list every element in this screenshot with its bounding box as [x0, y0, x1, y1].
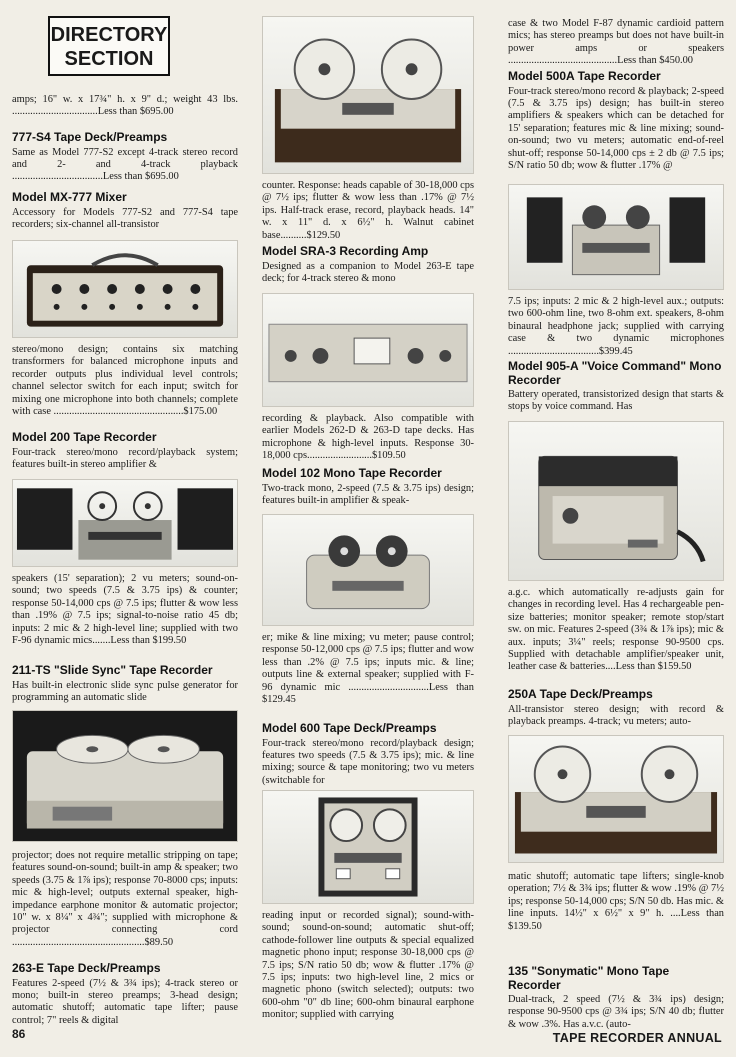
model-905a-photo — [508, 421, 724, 581]
entry-sra-3 — [262, 245, 474, 285]
model-905a-illustration — [509, 422, 723, 580]
directory-section-title — [48, 16, 170, 76]
entry-heading: Model 500A Tape Recorder — [508, 69, 661, 83]
entry-heading: Model 905-A "Voice Command" Mono Recorder — [508, 359, 722, 387]
model-250a-body-continued: matic shutoff; automatic tape lifters; single-knob operation; 7½ & 3¾ ips; flutter & wow .19% @ 7½ ips; response 50-14,000 cps; S/N 50 db. Has mic. & line inputs. 14½" x 6½" x 9" h. ....Less than $139.50 — [508, 871, 724, 932]
model-200-photo — [12, 479, 238, 567]
model-263e-body-continued: counter. Response: heads capable of 30-18,000 cps @ 7½ ips; flutter & wow less than .17% @ 7½ ips. Half-track erase, record, playback heads. 14" w. x 11" d. x 6½" h. Walnut cabinet base..........$129.50 — [262, 180, 474, 241]
entry-model-905a — [508, 360, 724, 414]
model-500a-illustration — [509, 185, 723, 289]
model-250a-illustration — [509, 736, 723, 862]
entry-body: Accessory for Models 777-S2 and 777-S4 tape recorders; six-channel all-transistor — [12, 206, 238, 230]
entry-body: Two-track mono, 2-speed (7.5 & 3.75 ips) design; features built-in amplifier & speak- — [262, 482, 474, 506]
model-263e-illustration — [263, 17, 473, 173]
intro-text: amps; 16" w. x 17¾" h. x 9" d.; weight 43 lbs. .................................Less than $695.00 — [12, 94, 238, 118]
entry-body: Four-track stereo/mono record & playback; 2-speed (7.5 & 3.75 ips) design; has built-in stereo amplifiers & speakers which can be detached for 15' separation; features mic & line mixing; sound-on-sound; two vu meters; automatic end-of-reel shut-off; response 50-14,000 cps ± 2 db @ 7.5 ips; S/N ratio 50 db; wow & flutter .17% @ — [508, 85, 724, 171]
title-line-1: DIRECTORY — [50, 24, 168, 46]
title-line-2: SECTION — [64, 48, 154, 70]
entry-body: Same as Model 777-S2 except 4-track stereo record and 2- and 4-track playback ...................................Less than $695.00 — [12, 146, 238, 183]
entry-heading: Model 600 Tape Deck/Preamps — [262, 721, 437, 735]
model-102-body-continued: er; mike & line mixing; vu meter; pause control; response 50-12,000 cps @ 7.5 ips; flutter and wow less than .2% @ 7.5 ips; inputs mic. & line; outputs line & external speaker; supplied with F-96 dynamic mic ...............................Less than $129.45 — [262, 632, 474, 706]
entry-777-s4 — [12, 131, 238, 184]
entry-211-ts — [12, 664, 238, 704]
model-263e-photo — [262, 16, 474, 174]
entry-model-600 — [262, 722, 474, 787]
entry-heading: 250A Tape Deck/Preamps — [508, 687, 653, 701]
model-600-photo — [262, 790, 474, 904]
model-500a-body-continued: 7.5 ips; inputs: 2 mic & 2 high-level aux.; outputs: two 600-ohm line, two 8-ohm ext. speakers, 8-ohm binaural headphone jack; supplied with carrying case & two dynamic microphones ...................................$399.45 — [508, 296, 724, 357]
model-102-illustration — [263, 515, 473, 625]
mixer-photo — [12, 240, 238, 338]
sra3-body-continued: recording & playback. Also compatible with earlier Models 262-D & 263-D tape decks. Has microphone & high-level inputs. Response 30-18,000 cps.........................$109.50 — [262, 413, 474, 462]
entry-model-102 — [262, 467, 474, 507]
entry-body: Features 2-speed (7½ & 3¾ ips); 4-track stereo or mono; built-in stereo preamps; 3-head design; automatic shutoff; automatic tape lifter; pause control; 7" reels & digital — [12, 977, 238, 1026]
model-600-body-end: case & two Model F-87 dynamic cardioid pattern mics; has stereo preamps but does not have built-in power amps or speakers ..........................................Less than $450.00 — [508, 18, 724, 67]
entry-heading: Model SRA-3 Recording Amp — [262, 244, 429, 258]
model-211ts-photo — [12, 710, 238, 842]
entry-body: Dual-track, 2 speed (7½ & 3¾ ips) design; response 90-9500 cps @ 3¾ ips; S/N 40 db; flutter & wow .3%. Has a.v.c. (auto- — [508, 994, 724, 1030]
entry-body: Has built-in electronic slide sync pulse generator for programming an automatic slide — [12, 679, 238, 703]
entry-heading: Model 200 Tape Recorder — [12, 430, 157, 444]
model-250a-photo — [508, 735, 724, 863]
model-211ts-illustration — [13, 711, 237, 841]
entry-heading: Model MX-777 Mixer — [12, 190, 127, 204]
entry-body: Designed as a companion to Model 263-E tape deck; for 4-track stereo & mono — [262, 260, 474, 284]
page-number: 86 — [12, 1027, 26, 1041]
entry-body: Battery operated, transistorized design that starts & stops by voice command. Has — [508, 389, 724, 413]
entry-heading: 135 "Sonymatic" Mono Tape Recorder — [508, 964, 670, 992]
model-500a-photo — [508, 184, 724, 290]
entry-body: Four-track stereo/mono record/playback system; features built-in stereo amplifier & — [12, 446, 238, 470]
model-211ts-body-continued: projector; does not require metallic stripping on tape; features sound-on-sound; built-in amp & speaker; two speeds (3.75 & 1⅞ ips); response 70-8000 cps; inputs: mic & high-level; outputs external speaker, high-impedance earphone monitor & automatic projector; 10" w. x 8¼" x 4¾"; supplied with microphone & projector connecting cord ...................................................$89.50 — [12, 850, 238, 948]
model-905a-body-continued: a.g.c. which automatically re-adjusts gain for changes in recording level. Has 4 rechargeable pen-size batteries; monitor speaker; remote stop/start sw. on mic. Features 2-speed (3¾ & 1⅞ ips); mic & aux. inputs; 3¼" reels; response 90-9500 cps. Supplied with detachable amplifier/speaker unit, leather case & batteries....Less than $159.50 — [508, 587, 724, 673]
sra3-photo — [262, 293, 474, 407]
model-600-body-continued: reading input or recorded signal); sound-with-sound; sound-on-sound; automatic shut-off; cathode-follower line outputs & special equalized magnetic phono input; response 30-18,000 cps @ 7.5 ips; S/N ratio 50 db; wow & flutter .17% @ 7.5 ips; inputs: two high-level line, 2 mics or magnetic phono (switch selected); outputs: two 600-ohm "0" db line; 600-ohm binaural earphone monitor; supplied with carrying — [262, 910, 474, 1021]
entry-body: All-transistor stereo design; with record & playback preamps. 4-track; vu meters; auto- — [508, 703, 724, 727]
entry-model-500a — [508, 70, 724, 172]
entry-263-e — [12, 962, 238, 1027]
entry-heading: 777-S4 Tape Deck/Preamps — [12, 130, 168, 144]
mixer-illustration — [13, 241, 237, 337]
entry-heading: Model 102 Mono Tape Recorder — [262, 466, 442, 480]
mixer-body-continued: stereo/mono design; contains six matching transformers for balanced microphone inputs and recorder outputs plus individual level controls; channel selector switch for each input; switch for mixing one microphone into both channels; complete with case ..................................................$175.00 — [12, 344, 238, 418]
sra3-illustration — [263, 294, 473, 406]
entry-mx-777 — [12, 191, 238, 231]
model-600-illustration — [263, 791, 473, 903]
entry-body: Four-track stereo/mono record/playback design; features two speeds (7.5 & 3.75 ips); mic. & line mixing; source & tape monitoring; two vu meters (switchable for — [262, 737, 474, 786]
model-102-photo — [262, 514, 474, 626]
entry-135-sonymatic — [508, 965, 724, 1031]
entry-model-200 — [12, 431, 238, 471]
entry-heading: 263-E Tape Deck/Preamps — [12, 961, 161, 975]
model-200-illustration — [13, 480, 237, 566]
model-200-body-continued: speakers (15' separation); 2 vu meters; sound-on-sound; two speeds (7.5 & 3.75 ips) & counter; response 50-14,000 cps @ 7.5 ips; flutter & wow less than .19% @ 7.5 ips; signal-to-noise ratio 45 db; inputs: 2 mic & 2 high-level line; supplied with two F-96 dynamic mics.......Less than $199.50 — [12, 573, 238, 647]
entry-250a — [508, 688, 724, 728]
publication-title: TAPE RECORDER ANNUAL — [552, 1031, 722, 1045]
entry-heading: 211-TS "Slide Sync" Tape Recorder — [12, 663, 213, 677]
